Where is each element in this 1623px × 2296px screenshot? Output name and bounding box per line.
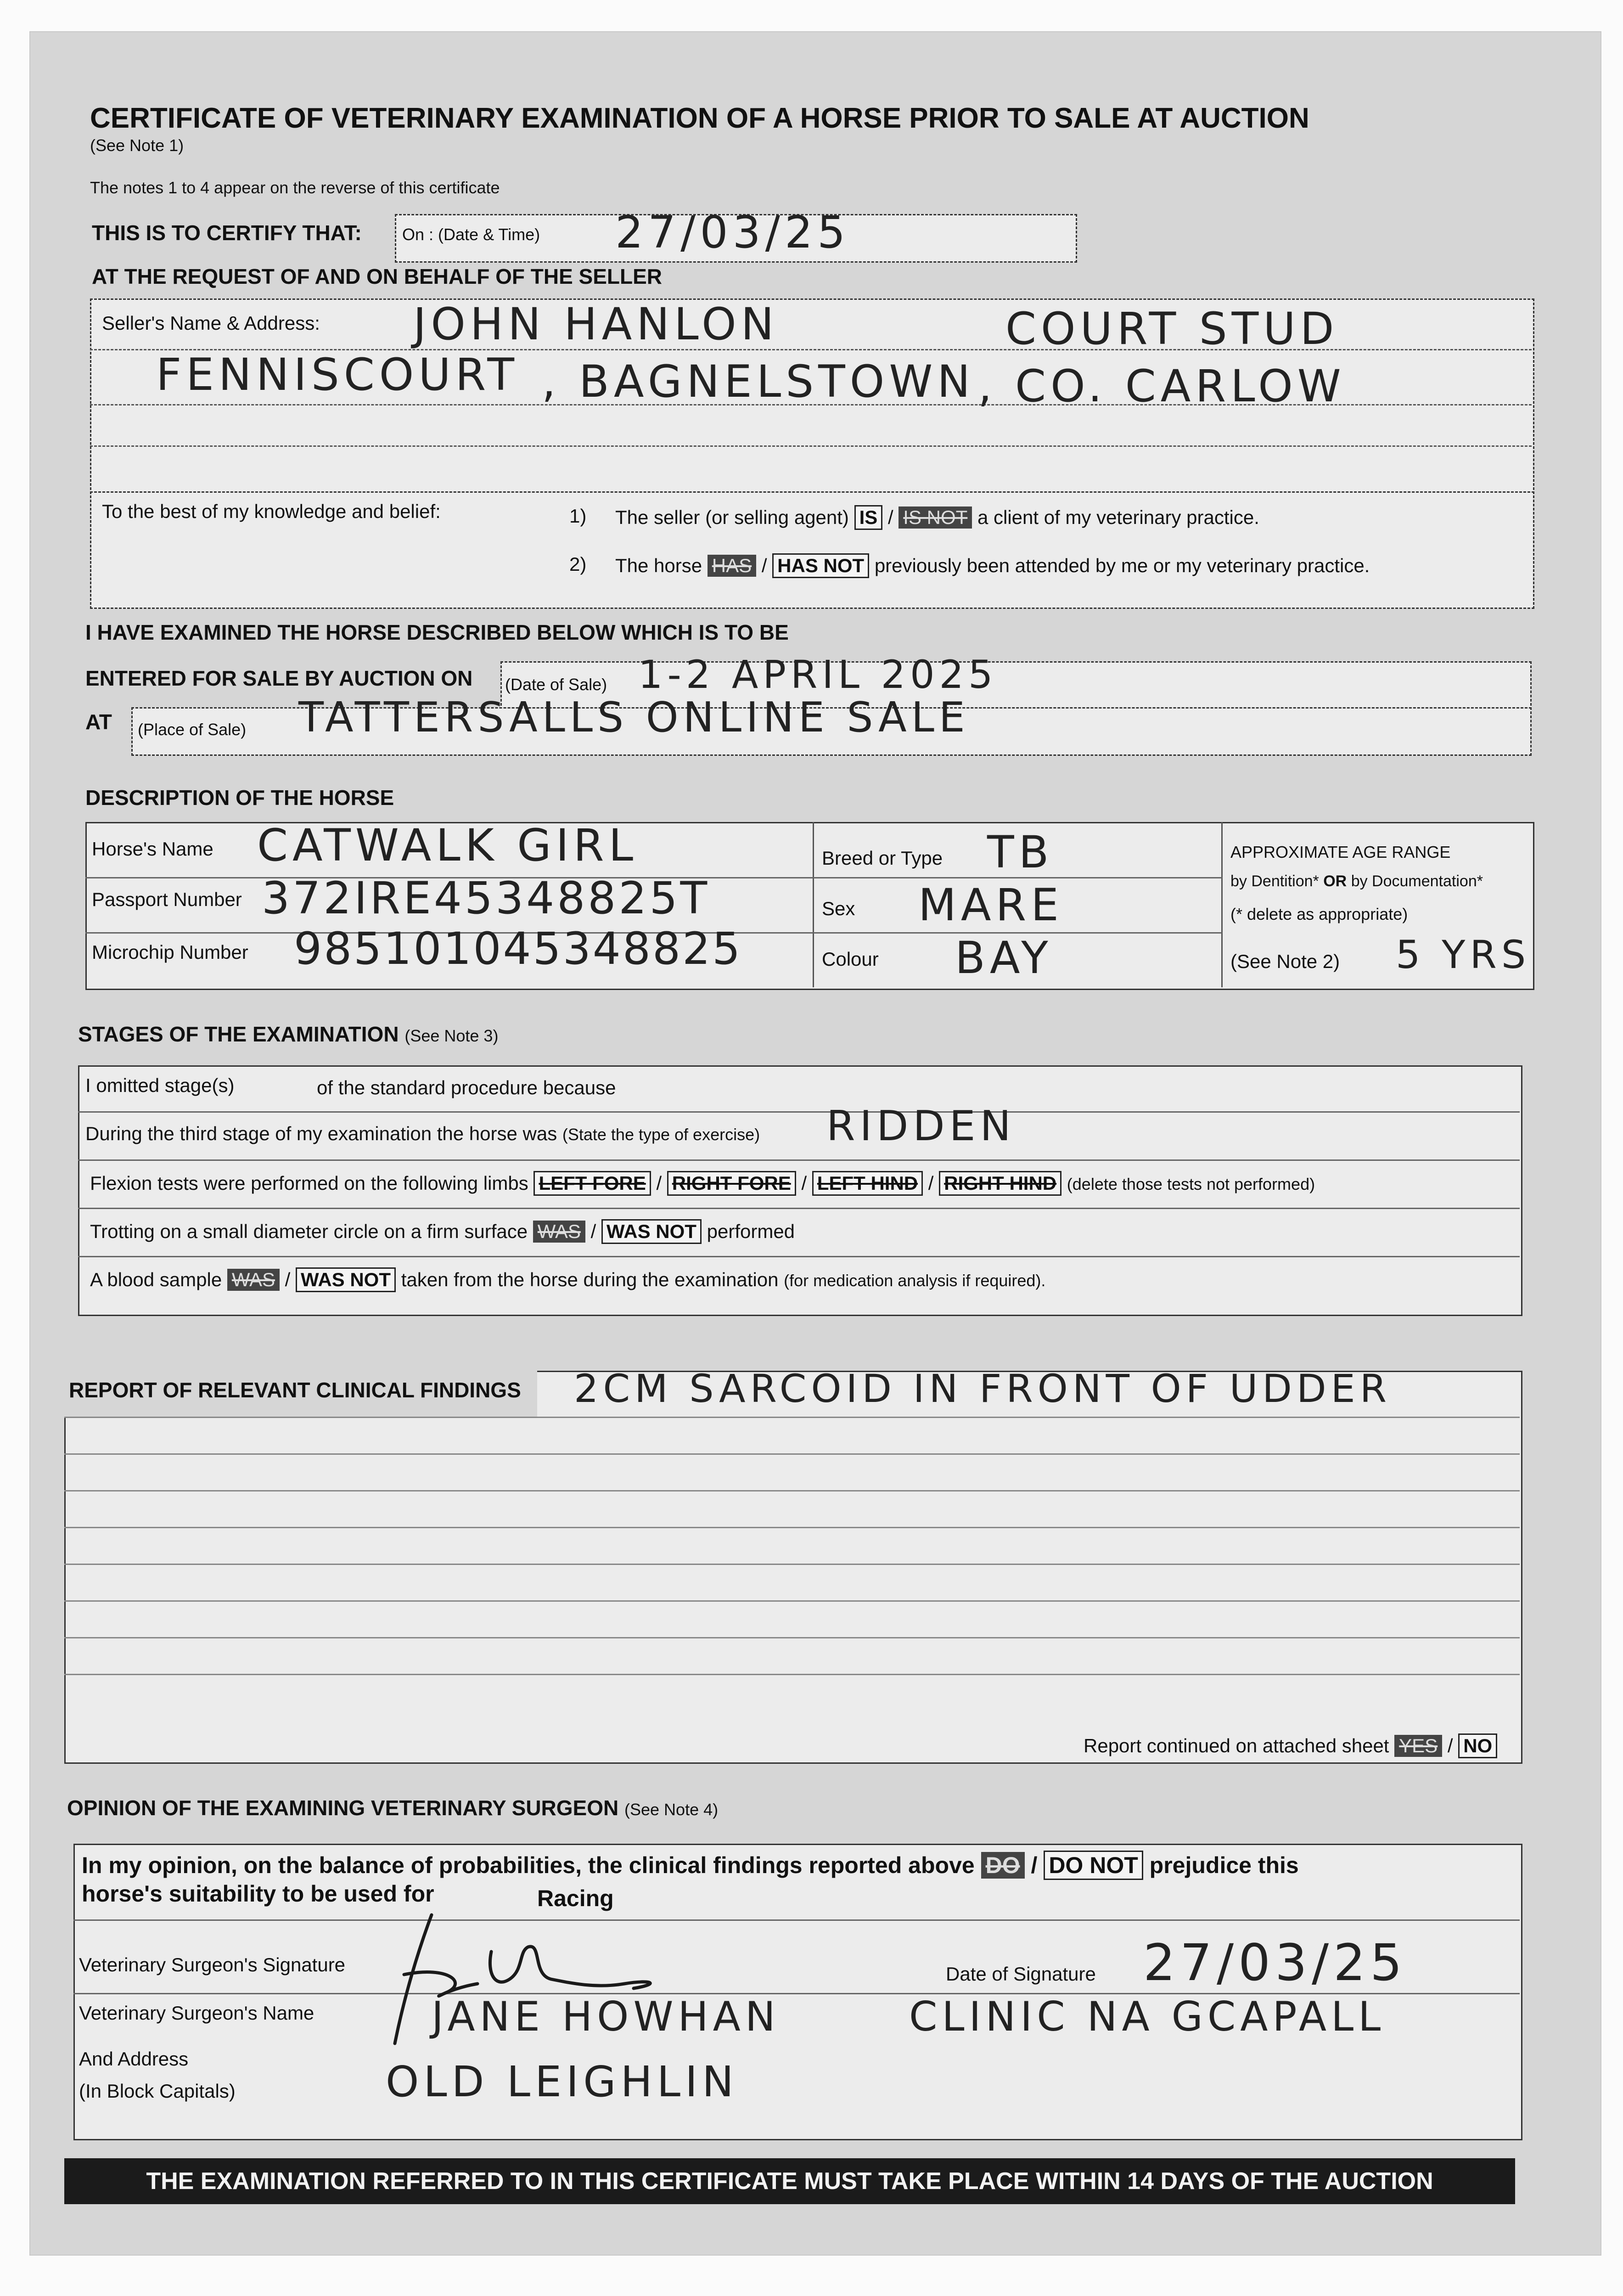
separator: / xyxy=(590,1221,596,1242)
horse-name-label: Horse's Name xyxy=(92,838,213,860)
do-option-struck[interactable]: DO xyxy=(981,1852,1025,1879)
has-option-struck[interactable]: HAS xyxy=(708,555,756,577)
omitted-label-post: of the standard procedure because xyxy=(317,1077,616,1098)
trot-was-option-struck[interactable]: WAS xyxy=(533,1221,585,1243)
report-heading: REPORT OF RELEVANT CLINICAL FINDINGS xyxy=(69,1378,521,1402)
report-line xyxy=(64,1490,1520,1491)
opinion-statement xyxy=(82,1851,1299,1880)
statement-2-text: The horse xyxy=(615,555,702,576)
colour-label: Colour xyxy=(822,948,879,970)
notes-line: The notes 1 to 4 appear on the reverse of this certificate xyxy=(90,178,500,197)
signature-label: Veterinary Surgeon's Signature xyxy=(79,1954,346,1975)
date-of-sale-value: 1-2 APRIL 2025 xyxy=(638,652,998,697)
seller-name-label: Seller's Name & Address: xyxy=(102,312,320,334)
trotting-end: performed xyxy=(707,1221,795,1242)
report-continued-text: Report continued on attached sheet xyxy=(1084,1735,1389,1756)
date-signature-label: Date of Signature xyxy=(946,1963,1096,1985)
report-finding: 2CM SARCOID IN FRONT OF UDDER xyxy=(574,1366,1392,1411)
third-stage-note: (State the type of exercise) xyxy=(562,1125,760,1144)
seller-line xyxy=(90,445,1532,447)
see-note-1: (See Note 1) xyxy=(90,136,184,155)
age-see-note: (See Note 2) xyxy=(1230,951,1340,972)
seller-stud-value: COURT STUD xyxy=(1005,303,1339,355)
report-line xyxy=(64,1453,1520,1455)
report-line xyxy=(64,1600,1520,1602)
documentation-option[interactable]: by Documentation* xyxy=(1351,872,1483,890)
on-date-label: On : (Date & Time) xyxy=(402,225,540,244)
flexion-note: (delete those tests not performed) xyxy=(1067,1175,1315,1193)
colour-value: BAY xyxy=(955,932,1053,984)
on-date-value: 27/03/25 xyxy=(615,207,850,258)
statement-1-num: 1) xyxy=(569,505,587,527)
breed-value: TB xyxy=(987,827,1054,878)
do-not-option[interactable]: DO NOT xyxy=(1044,1851,1143,1880)
separator: / xyxy=(887,506,893,528)
report-line xyxy=(64,1674,1520,1675)
passport-value: 372IRE45348825T xyxy=(262,872,710,924)
statement-2 xyxy=(615,553,1370,578)
entered-label: ENTERED FOR SALE BY AUCTION ON xyxy=(85,666,473,690)
is-option[interactable]: IS xyxy=(854,505,883,530)
age-value: 5 YRS xyxy=(1396,932,1531,977)
blood-end: taken from the horse during the examination xyxy=(401,1269,779,1290)
opinion-text: In my opinion, on the balance of probabilities, the clinical findings reported above xyxy=(82,1852,975,1878)
has-not-option[interactable]: HAS NOT xyxy=(772,553,869,578)
place-of-sale-value: TATTERSALLS ONLINE SALE xyxy=(298,693,970,742)
divider xyxy=(1221,822,1223,987)
trotting-row xyxy=(90,1219,795,1244)
statement-2-end: previously been attended by me or my veterinary practice. xyxy=(874,555,1370,576)
omitted-label: I omitted stage(s) xyxy=(85,1075,235,1096)
address-value: OLD LEIGHLIN xyxy=(386,2057,738,2106)
place-of-sale-label: (Place of Sale) xyxy=(138,720,247,739)
breed-label: Breed or Type xyxy=(822,847,943,869)
separator: / xyxy=(656,1172,662,1194)
right-fore-option[interactable]: RIGHT FORE xyxy=(667,1171,796,1196)
separator: / xyxy=(928,1172,934,1194)
block-capitals-label: (In Block Capitals) xyxy=(79,2080,236,2102)
use-value: Racing xyxy=(537,1885,614,1911)
date-signature-value: 27/03/25 xyxy=(1143,1933,1407,1992)
third-stage-text: During the third stage of my examination the horse was xyxy=(85,1123,557,1144)
seller-address-2: , BAGNELSTOWN xyxy=(542,356,975,407)
passport-label: Passport Number xyxy=(92,889,242,910)
report-line xyxy=(64,1527,1520,1528)
continued-no-option[interactable]: NO xyxy=(1458,1733,1497,1758)
row-line xyxy=(78,1256,1520,1257)
statement-1-text: The seller (or selling agent) xyxy=(615,506,849,528)
opinion-heading xyxy=(67,1795,718,1820)
opinion-note: (See Note 4) xyxy=(624,1800,719,1819)
age-range-heading: APPROXIMATE AGE RANGE xyxy=(1230,843,1451,861)
date-of-sale-label: (Date of Sale) xyxy=(505,675,607,694)
separator: / xyxy=(801,1172,807,1194)
request-heading: AT THE REQUEST OF AND ON BEHALF OF THE SELLER xyxy=(92,264,662,288)
at-label: AT xyxy=(85,710,112,734)
exercise-value: RIDDEN xyxy=(826,1102,1016,1150)
statement-2-num: 2) xyxy=(569,553,587,575)
statement-1 xyxy=(615,505,1259,530)
third-stage-label xyxy=(85,1123,760,1145)
left-hind-option[interactable]: LEFT HIND xyxy=(812,1171,923,1196)
opinion-line xyxy=(73,1919,1520,1921)
sex-label: Sex xyxy=(822,898,855,919)
separator: / xyxy=(1031,1852,1038,1878)
row-line xyxy=(78,1208,1520,1209)
left-fore-option[interactable]: LEFT FORE xyxy=(534,1171,651,1196)
certificate-title: CERTIFICATE OF VETERINARY EXAMINATION OF A HORSE PRIOR TO SALE AT AUCTION xyxy=(90,102,1309,134)
blood-text: A blood sample xyxy=(90,1269,222,1290)
examined-heading: I HAVE EXAMINED THE HORSE DESCRIBED BELOW WHICH IS TO BE xyxy=(85,620,789,644)
statement-1-end: a client of my veterinary practice. xyxy=(977,506,1259,528)
blood-row xyxy=(90,1267,1045,1292)
opinion-text-end: prejudice this xyxy=(1149,1852,1299,1878)
flexion-row xyxy=(90,1171,1315,1196)
report-continued xyxy=(1084,1733,1497,1758)
sex-value: MARE xyxy=(918,879,1063,931)
opinion-heading-text: OPINION OF THE EXAMINING VETERINARY SURGEON xyxy=(67,1796,619,1820)
address-label: And Address xyxy=(79,2048,189,2070)
trot-was-not-option[interactable]: WAS NOT xyxy=(601,1219,702,1244)
stages-heading-text: STAGES OF THE EXAMINATION xyxy=(78,1022,399,1046)
right-hind-option[interactable]: RIGHT HIND xyxy=(939,1171,1061,1196)
certify-label: THIS IS TO CERTIFY THAT: xyxy=(92,221,362,245)
blood-was-not-option[interactable]: WAS NOT xyxy=(296,1267,396,1292)
row-line xyxy=(78,1159,1520,1161)
clinic-value: CLINIC NA GCAPALL xyxy=(909,1993,1386,2040)
divider xyxy=(813,822,814,987)
is-not-option-struck[interactable]: IS NOT xyxy=(899,506,972,529)
seller-address-3: , CO. CARLOW xyxy=(978,360,1346,412)
separator: / xyxy=(761,555,767,576)
footer-banner: THE EXAMINATION REFERRED TO IN THIS CERTIFICATE MUST TAKE PLACE WITHIN 14 DAYS OF THE AUCTION xyxy=(64,2158,1515,2204)
description-heading: DESCRIPTION OF THE HORSE xyxy=(85,786,394,810)
stages-heading xyxy=(78,1022,498,1047)
seller-name-value: JOHN HANLON xyxy=(413,298,779,350)
separator: / xyxy=(1447,1735,1453,1756)
blood-was-option-struck[interactable]: WAS xyxy=(227,1269,280,1291)
vet-name-value: JANE HOWHAN xyxy=(432,1993,780,2040)
horse-name-value: CATWALK GIRL xyxy=(257,820,638,871)
or-text: OR xyxy=(1323,872,1347,890)
dentition-option[interactable]: by Dentition* xyxy=(1230,872,1319,890)
separator: / xyxy=(285,1269,291,1290)
report-line xyxy=(64,1564,1520,1565)
age-delete-note: (* delete as appropriate) xyxy=(1230,905,1408,923)
report-line xyxy=(64,1637,1520,1638)
report-line xyxy=(64,1417,1520,1418)
seller-address-1: FENNISCOURT xyxy=(156,349,519,400)
report-box xyxy=(64,1371,1522,1764)
belief-label: To the best of my knowledge and belief: xyxy=(102,501,441,522)
continued-yes-option-struck[interactable]: YES xyxy=(1394,1735,1442,1757)
trotting-text: Trotting on a small diameter circle on a firm surface xyxy=(90,1221,528,1242)
microchip-label: Microchip Number xyxy=(92,941,248,963)
stages-note: (See Note 3) xyxy=(404,1026,499,1045)
blood-note: (for medication analysis if required). xyxy=(784,1271,1046,1290)
vet-name-label: Veterinary Surgeon's Name xyxy=(79,2002,314,2024)
age-method xyxy=(1230,872,1483,890)
flexion-text: Flexion tests were performed on the following limbs xyxy=(90,1172,528,1194)
opinion-line-2: horse's suitability to be used for xyxy=(82,1881,434,1907)
row-line xyxy=(78,1111,1520,1113)
microchip-value: 985101045348825 xyxy=(294,923,742,974)
